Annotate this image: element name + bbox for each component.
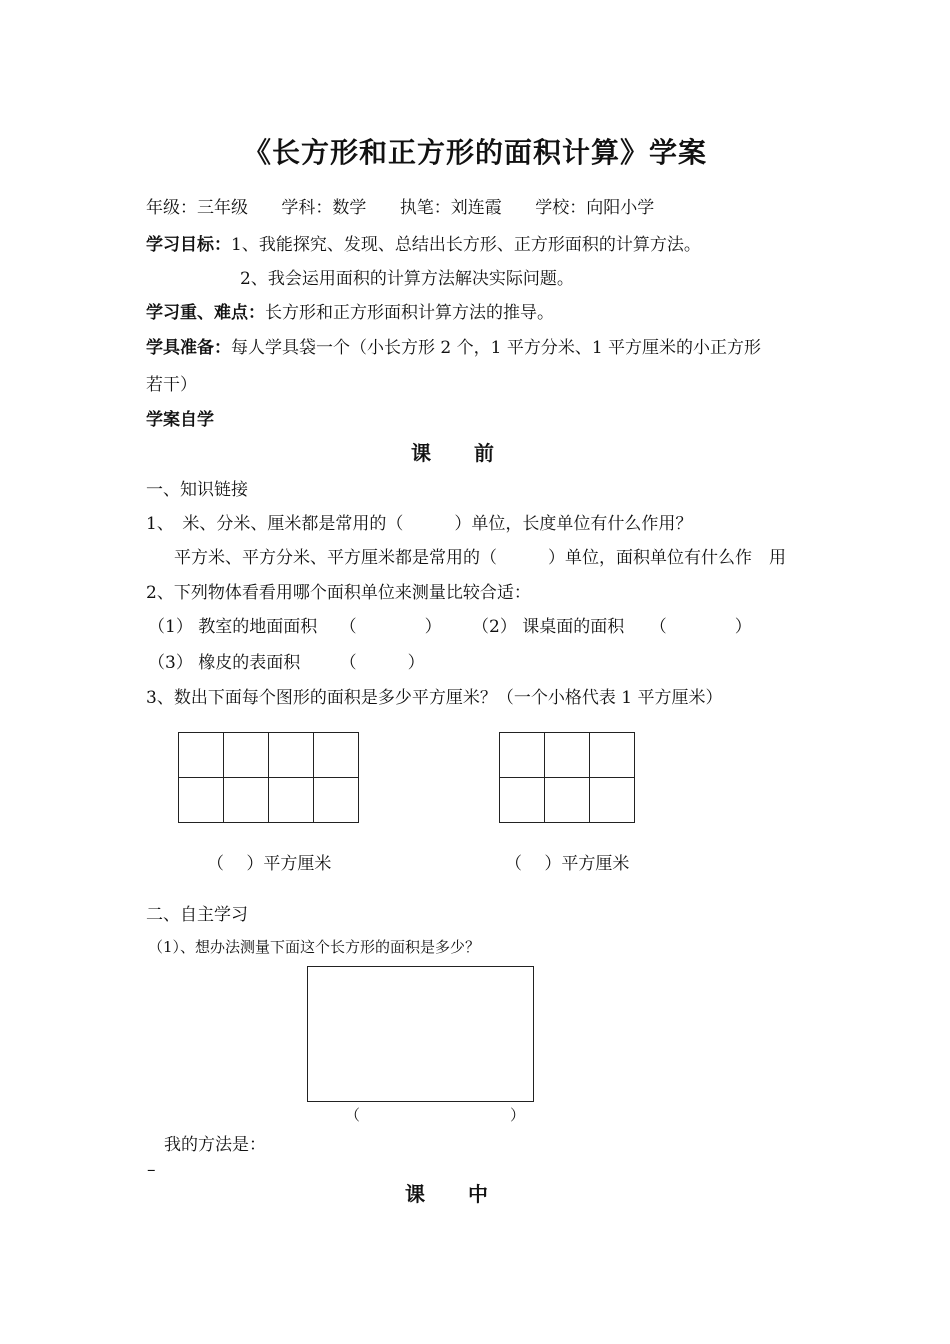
- section-during: 课 中: [405, 1182, 489, 1206]
- measure-rectangle: [307, 966, 534, 1102]
- part1-heading: 一、知识链接: [146, 480, 248, 500]
- part2-heading: 二、自主学习: [146, 905, 248, 925]
- grid-cell: [179, 733, 224, 778]
- meta-line: [146, 193, 682, 218]
- focus-line: [146, 298, 554, 323]
- grade: 年级：三年级: [146, 198, 248, 218]
- question-1a: 1、 米、分米、厘米都是常用的（ ）单位，长度单位有什么作用？: [146, 514, 693, 534]
- part2-question-1: （1）、想办法测量下面这个长方形的面积是多少？: [148, 938, 481, 956]
- grid-cell: [269, 733, 314, 778]
- grid-cell: [545, 778, 590, 823]
- grid-cell: [590, 778, 635, 823]
- subject: 学科：数学: [281, 198, 367, 218]
- rectangle-answer: （ ）: [345, 1106, 526, 1124]
- grid-cell: [545, 733, 590, 778]
- grid-cell: [224, 733, 269, 778]
- tools-label: 学具准备：: [146, 338, 231, 358]
- grid-cell: [269, 778, 314, 823]
- grid-2-answer: （ ）平方厘米: [505, 854, 630, 874]
- goal-item-2: 2、我会运用面积的计算方法解决实际问题。: [240, 269, 574, 289]
- question-2: 2、下列物体看看用哪个面积单位来测量比较合适：: [146, 583, 531, 603]
- question-2-item-1: （1） 教室的地面面积 （ ）: [148, 617, 442, 637]
- grid-figure-1: [178, 732, 359, 823]
- grid-cell: [179, 778, 224, 823]
- grid-cell: [500, 733, 545, 778]
- grid-1-answer: （ ）平方厘米: [207, 854, 332, 874]
- grid-cell: [224, 778, 269, 823]
- question-1b: 平方米、平方分米、平方厘米都是常用的（ ）单位，面积单位有什么作 用: [174, 548, 786, 568]
- tools-line-1: [146, 333, 761, 358]
- dash-mark: –: [147, 1160, 156, 1180]
- focus-label: 学习重、难点：: [146, 303, 265, 323]
- goals-line-1: [146, 230, 701, 255]
- focus-text: 长方形和正方形面积计算方法的推导。: [265, 303, 554, 323]
- method-label: 我的方法是：: [164, 1135, 266, 1155]
- document-title: 《长方形和正方形的面积计算》学案: [242, 136, 707, 169]
- self-study-label: 学案自学: [146, 410, 214, 430]
- grid-cell: [314, 733, 359, 778]
- section-before: 课 前: [411, 441, 495, 465]
- question-2-item-2: （2） 课桌面的面积 （ ）: [472, 617, 752, 637]
- author: 执笔：刘连霞: [399, 198, 502, 218]
- tools-text-2: 若干）: [146, 375, 197, 395]
- grid-cell: [590, 733, 635, 778]
- grid-cell: [314, 778, 359, 823]
- question-2-item-3: （3） 橡皮的表面积 （ ）: [148, 653, 425, 673]
- tools-text-1: 每人学具袋一个（小长方形 2 个，1 平方分米、1 平方厘米的小正方形: [231, 338, 762, 358]
- grid-figure-2: [499, 732, 635, 823]
- goal-item-1: 1、我能探究、发现、总结出长方形、正方形面积的计算方法。: [231, 235, 701, 255]
- question-3: 3、数出下面每个图形的面积是多少平方厘米？（一个小格代表 1 平方厘米）: [146, 688, 723, 708]
- grid-cell: [500, 778, 545, 823]
- goals-label: 学习目标：: [146, 235, 231, 255]
- school: 学校：向阳小学: [535, 198, 655, 218]
